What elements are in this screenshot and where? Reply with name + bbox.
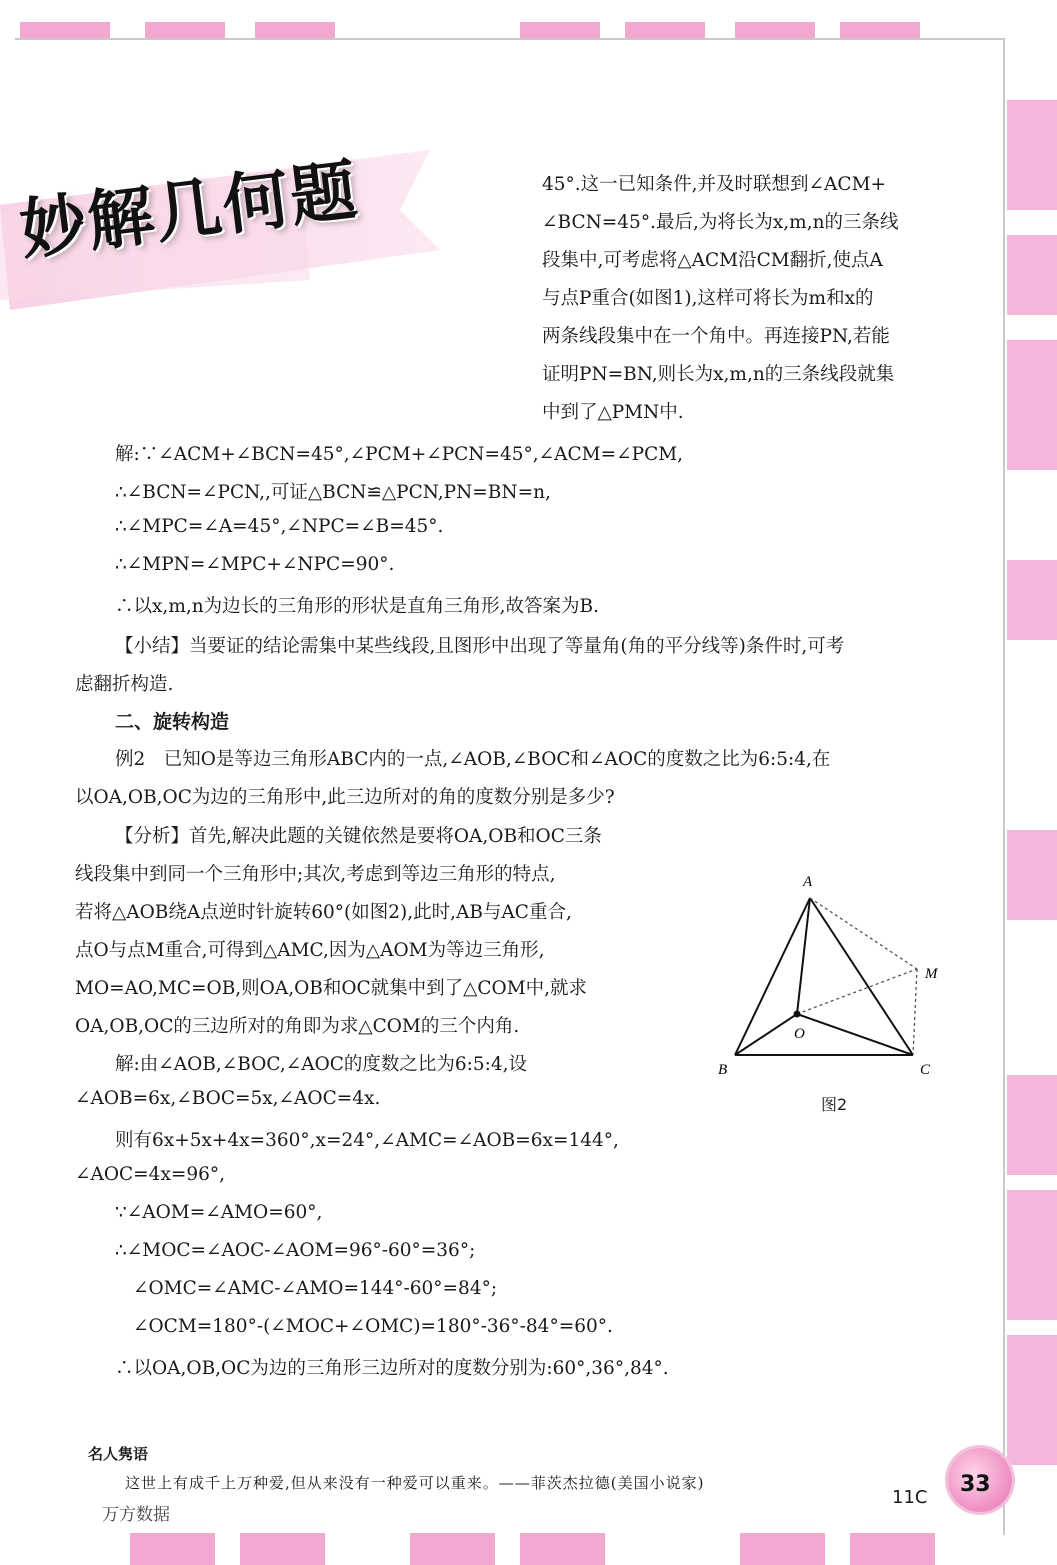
text-line: 解:由∠AOB,∠BOC,∠AOC的度数之比为6:5:4,设 <box>115 1054 528 1075</box>
text-line: ∴∠MPN=∠MPC+∠NPC=90°. <box>115 554 395 575</box>
label-A: A <box>803 874 813 890</box>
text-line: 段集中,可考虑将△ACM沿CM翻折,使点A <box>542 250 883 271</box>
watermark: 万方数据 <box>102 1505 170 1525</box>
text-line: MO=AO,MC=OB,则OA,OB和OC就集中到了△COM中,就求 <box>75 978 588 999</box>
side-decor-bar-2 <box>1007 235 1057 315</box>
text-line: ∠AOC=4x=96°, <box>75 1164 226 1185</box>
edge-AO <box>797 898 810 1014</box>
edge-OC <box>797 1014 913 1055</box>
bottom-decor-bar-6 <box>850 1533 935 1565</box>
text-line: ∠OCM=180°-(∠MOC+∠OMC)=180°-36°-84°=60°. <box>133 1316 613 1337</box>
text-line: 两条线段集中在一个角中。再连接PN,若能 <box>542 326 890 347</box>
text-line: 证明PN=BN,则长为x,m,n的三条线段就集 <box>542 364 895 385</box>
side-decor-bar-8 <box>1007 1335 1057 1465</box>
side-decor-bar-1 <box>1007 100 1057 210</box>
text-line: 点O与点M重合,可得到△AMC,因为△AOM为等边三角形, <box>75 940 545 961</box>
text-line: 与点P重合(如图1),这样可将长为m和x的 <box>542 288 874 309</box>
side-decor-bar-6 <box>1007 1075 1057 1175</box>
bottom-decor-bar-4 <box>520 1533 605 1565</box>
side-decor-bar-5 <box>1007 830 1057 920</box>
text-line: ∴以x,m,n为边长的三角形的形状是直角三角形,故答案为B. <box>115 596 600 617</box>
page-title: 妙解几何题 <box>15 151 363 270</box>
quote-title: 名人隽语 <box>88 1445 149 1463</box>
label-M: M <box>925 966 938 982</box>
point-O <box>794 1011 801 1018</box>
label-B: B <box>718 1062 728 1078</box>
text-line: 【分析】首先,解决此题的关键依然是要将OA,OB和OC三条 <box>115 826 602 847</box>
text-line: 解:∵∠ACM+∠BCN=45°,∠PCM+∠PCN=45°,∠ACM=∠PCM, <box>115 444 684 465</box>
text-line: 则有6x+5x+4x=360°,x=24°,∠AMC=∠AOB=6x=144°, <box>115 1130 619 1151</box>
text-line: ∴∠MPC=∠A=45°,∠NPC=∠B=45°. <box>115 516 444 537</box>
text-line: ∠AOB=6x,∠BOC=5x,∠AOC=4x. <box>75 1088 381 1109</box>
text-line: ∵∠AOM=∠AMO=60°, <box>115 1202 323 1223</box>
text-line: 中到了△PMN中. <box>542 402 684 423</box>
text-line: ∠OMC=∠AMC-∠AMO=144°-60°=84°; <box>133 1278 498 1299</box>
bottom-decor-bar-5 <box>740 1533 825 1565</box>
label-O: O <box>794 1026 805 1042</box>
side-decor-bar-3 <box>1007 340 1057 470</box>
summary-line-2: 虑翻折构造. <box>75 674 174 695</box>
geometry-figure-2 <box>710 868 970 1088</box>
text-line: 线段集中到同一个三角形中;其次,考虑到等边三角形的特点, <box>75 864 556 885</box>
top-decor-bar-4 <box>520 22 600 38</box>
figure-caption: 图2 <box>821 1095 848 1114</box>
text-line: ∴以OA,OB,OC为边的三角形三边所对的度数分别为:60°,36°,84°. <box>115 1358 669 1379</box>
example-2-line-1: 例2 已知O是等边三角形ABC内的一点,∠AOB,∠BOC和∠AOC的度数之比为6:5:4,在 <box>115 749 831 770</box>
text-line: 45°.这一已知条件,并及时联想到∠ACM+ <box>542 174 887 195</box>
top-decor-bar-3 <box>255 22 335 38</box>
edge-MC <box>913 969 917 1055</box>
quote-text: 这世上有成千上万种爱,但从来没有一种爱可以重来。——菲茨杰拉德(美国小说家) <box>125 1474 705 1492</box>
page-code: 11C <box>892 1487 928 1508</box>
bottom-decor-bar-1 <box>130 1533 215 1565</box>
summary-line-1: 【小结】当要证的结论需集中某些线段,且图形中出现了等量角(角的平分线等)条件时,可考 <box>115 636 845 657</box>
edge-OM <box>797 969 917 1014</box>
side-decor-bar-4 <box>1007 560 1057 640</box>
text-line: ∴∠BCN=∠PCN,,可证△BCN≌△PCN,PN=BN=n, <box>115 482 551 503</box>
text-line: OA,OB,OC的三边所对的角即为求△COM的三个内角. <box>75 1016 520 1037</box>
top-decor-bar-1 <box>20 22 110 38</box>
bottom-decor-bar-2 <box>240 1533 325 1565</box>
edge-CA <box>810 898 913 1055</box>
text-line: ∴∠MOC=∠AOC-∠AOM=96°-60°=36°; <box>115 1240 476 1261</box>
top-decor-bar-5 <box>625 22 705 38</box>
text-line: 若将△AOB绕A点逆时针旋转60°(如图2),此时,AB与AC重合, <box>75 902 572 923</box>
bottom-decor-bar-3 <box>410 1533 495 1565</box>
example-2-line-2: 以OA,OB,OC为边的三角形中,此三边所对的角的度数分别是多少? <box>75 787 615 808</box>
side-decor-bar-7 <box>1007 1190 1057 1320</box>
label-C: C <box>920 1062 931 1078</box>
page-number: 33 <box>960 1472 991 1497</box>
section-heading: 二、旋转构造 <box>115 711 230 733</box>
text-line: ∠BCN=45°.最后,为将长为x,m,n的三条线 <box>542 212 899 233</box>
top-decor-bar-6 <box>735 22 815 38</box>
edge-AM <box>810 898 917 969</box>
top-decor-bar-2 <box>145 22 225 38</box>
top-decor-bar-7 <box>840 22 920 38</box>
